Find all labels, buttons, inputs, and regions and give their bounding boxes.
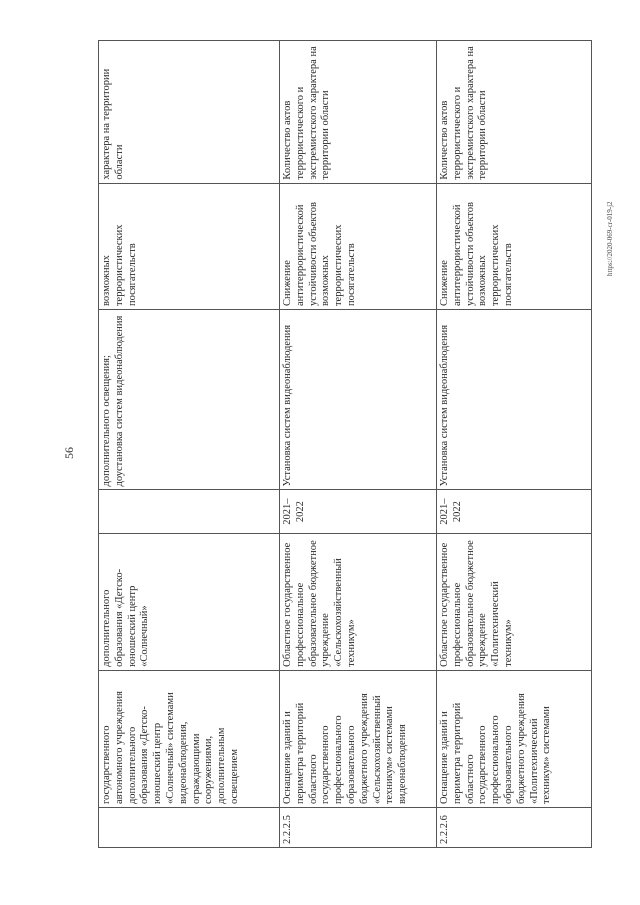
result-cell: возможных террористических посягательств [99,183,280,309]
term-cell: 2021–2022 [280,490,437,533]
action-cell: дополнительного освещения; доустановка систем видеонаблюдения [99,310,280,490]
document-url: https://2020-069-cr-019-j2 [606,201,614,276]
indicator-cell: Количество актов террористического и экстремистского характера на территории области [437,41,592,184]
measure-name-cell: Оснащение зданий и периметра территорий областного государственного профессионального образовательного бюджетного учреждения «Сельскохозяйственный техникум» системами видеонаблюдения [280,670,437,807]
table-row [280,41,437,848]
page-number: 56 [62,447,76,459]
action-cell: Установка систем видеонаблюдения [437,310,592,490]
executor-cell: дополнительного образования «Детско-юношеский центр «Солнечный» [99,533,280,670]
row-number-cell [99,808,280,848]
indicator-cell: характера на территории области [99,41,280,184]
term-cell: 2021–2022 [437,490,592,533]
measures-table [98,40,592,848]
row-number-cell: 2.2.2.6 [437,808,592,848]
indicator-cell: Количество актов террористического и экстремистского характера на территории области [280,41,437,184]
result-cell: Снижение антитеррористической устойчивости объектов возможных террористических посягательств [437,183,592,309]
measure-name-cell: государственного автономного учреждения дополнительного образования «Детско-юношеский центр «Солнечный» системами видеонаблюдения, ограждающими сооружениями, дополнительным освещением [99,670,280,807]
term-cell [99,490,280,533]
executor-cell: Областное государственное профессиональное образовательное бюджетное учреждение «Сельскохозяйственный техникум» [280,533,437,670]
row-number-cell: 2.2.2.5 [280,808,437,848]
result-cell: Снижение антитеррористической устойчивости объектов возможных террористических посягательств [280,183,437,309]
table-row [99,41,280,848]
executor-cell: Областное государственное профессиональное образовательное бюджетное учреждение «Политехнический техникум» [437,533,592,670]
table-row [437,41,592,848]
action-cell: Установка систем видеонаблюдения [280,310,437,490]
measure-name-cell: Оснащение зданий и периметра территорий областного государственного профессионального образовательного бюджетного учреждения «Политехнический техникум» системами [437,670,592,807]
rotated-table-sheet [98,40,598,848]
